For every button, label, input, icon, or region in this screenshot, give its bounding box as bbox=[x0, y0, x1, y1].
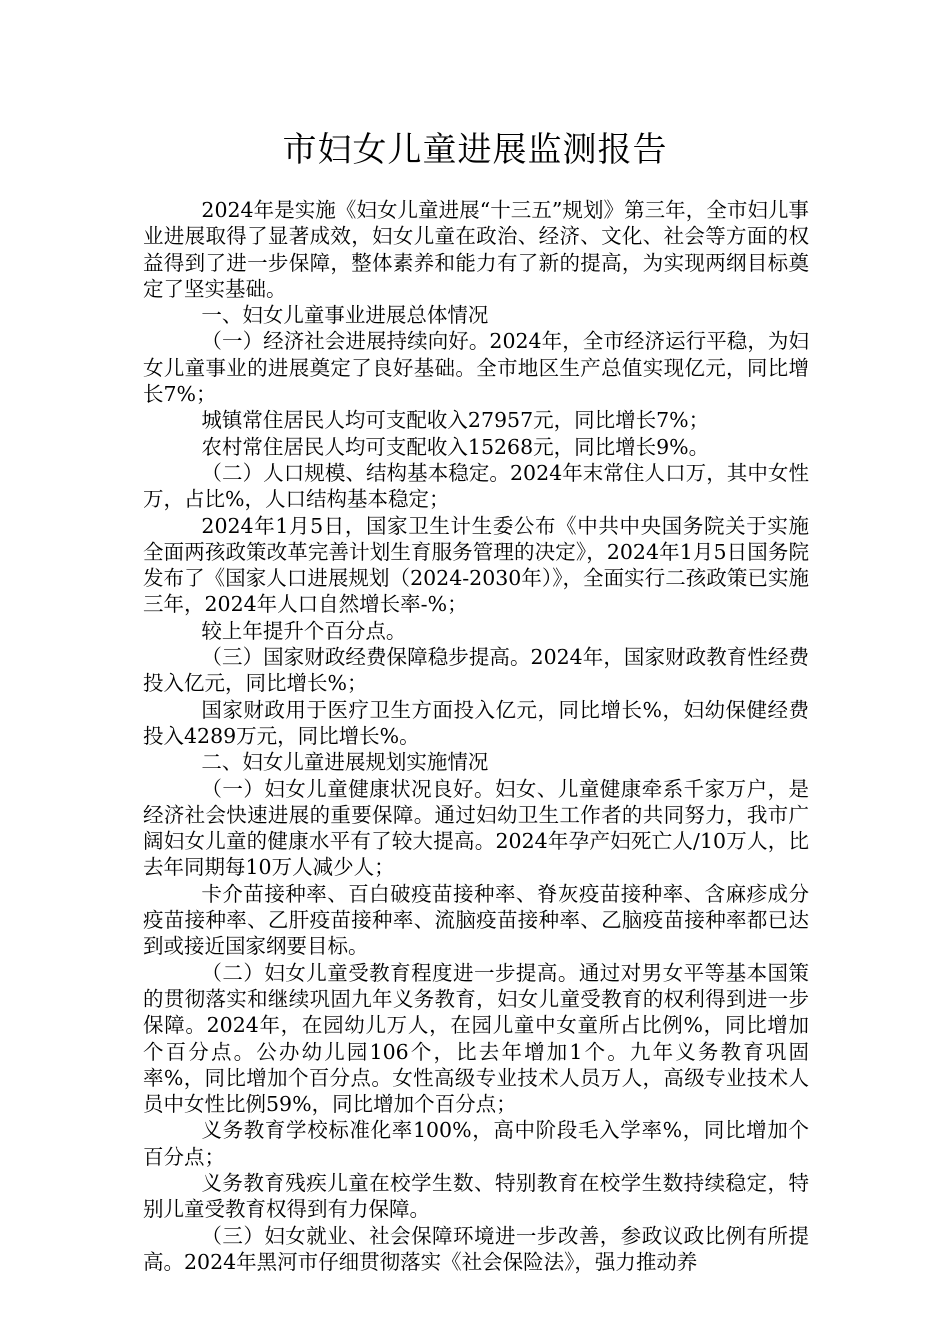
paragraph-compulsory-education: 义务教育学校标准化率100%，高中阶段毛入学率%，同比增加个百分点； bbox=[143, 1118, 809, 1169]
page-title: 市妇女儿童进展监测报告 bbox=[282, 130, 668, 170]
paragraph-health: （一）妇女儿童健康状况良好。妇女、儿童健康牵系千家万户，是经济社会快速进展的重要保障。通过妇幼卫生工作者的共同努力，我市广阔妇女儿童的健康水平有了较大提高。2024年孕产妇死亡人/10万人，比去年同期每10万人减少人； bbox=[143, 776, 809, 880]
paragraph-employment: （三）妇女就业、社会保障环境进一步改善，参政议政比例有所提高。2024年黑河市仔细贯彻落实《社会保险法》，强力推动养 bbox=[143, 1223, 809, 1274]
paragraph-education: （二）妇女儿童受教育程度进一步提高。通过对男女平等基本国策的贯彻落实和继续巩固九年义务教育，妇女儿童受教育的权利得到进一步保障。2024年，在园幼儿万人，在园儿童中女童所占比例%，同比增加个百分点。公办幼儿园106个，比去年增加1个。九年义务教育巩固率%，同比增加个百分点。女性高级专业技术人员万人，高级专业技术人员中女性比例59%，同比增加个百分点； bbox=[143, 960, 809, 1117]
section-heading-2: 二、妇女儿童进展规划实施情况 bbox=[201, 750, 489, 775]
paragraph-intro: 2024年是实施《妇女儿童进展“十三五”规划》第三年，全市妇儿事业进展取得了显著成效，妇女儿童在政治、经济、文化、社会等方面的权益得到了进一步保障，整体素养和能力有了新的提高，为实现两纲目标奠定了坚实基础。 bbox=[143, 198, 809, 301]
section-heading-1: 一、妇女儿童事业进展总体情况 bbox=[201, 303, 489, 328]
paragraph-fiscal-education: （三）国家财政经费保障稳步提高。2024年，国家财政教育性经费投入亿元，同比增长%； bbox=[143, 645, 809, 696]
paragraph-policy: 2024年1月5日，国家卫生计生委公布《中共中央国务院关于实施全面两孩政策改革完善计划生育服务管理的决定》，2024年1月5日国务院发布了《国家人口进展规划（2024-2030年）》，全面实行二孩政策已实施三年，2024年人口自然增长率-%； bbox=[143, 513, 809, 617]
paragraph-rural-income: 农村常住居民人均可支配收入15268元，同比增长9%。 bbox=[201, 434, 710, 459]
paragraph-urban-income: 城镇常住居民人均可支配收入27957元，同比增长7%； bbox=[201, 408, 710, 433]
paragraph-population: （二）人口规模、结构基本稳定。2024年末常住人口万，其中女性万，占比%，人口结构基本稳定； bbox=[143, 460, 809, 512]
paragraph-population-change: 较上年提升个百分点。 bbox=[201, 618, 407, 643]
document-body bbox=[143, 197, 809, 1275]
paragraph-fiscal-health: 国家财政用于医疗卫生方面投入亿元，同比增长%，妇幼保健经费投入4289万元，同比增长%。 bbox=[143, 697, 809, 748]
paragraph-vaccination: 卡介苗接种率、百白破疫苗接种率、脊灰疫苗接种率、含麻疹成分疫苗接种率、乙肝疫苗接种率、流脑疫苗接种率、乙脑疫苗接种率都已达到或接近国家纲要目标。 bbox=[143, 881, 809, 959]
paragraph-economy: （一）经济社会进展持续向好。2024年，全市经济运行平稳，为妇女儿童事业的进展奠定了良好基础。全市地区生产总值实现亿元，同比增长7%； bbox=[143, 329, 809, 407]
paragraph-special-education: 义务教育残疾儿童在校学生数、特别教育在校学生数持续稳定，特别儿童受教育权得到有力保障。 bbox=[143, 1170, 809, 1222]
